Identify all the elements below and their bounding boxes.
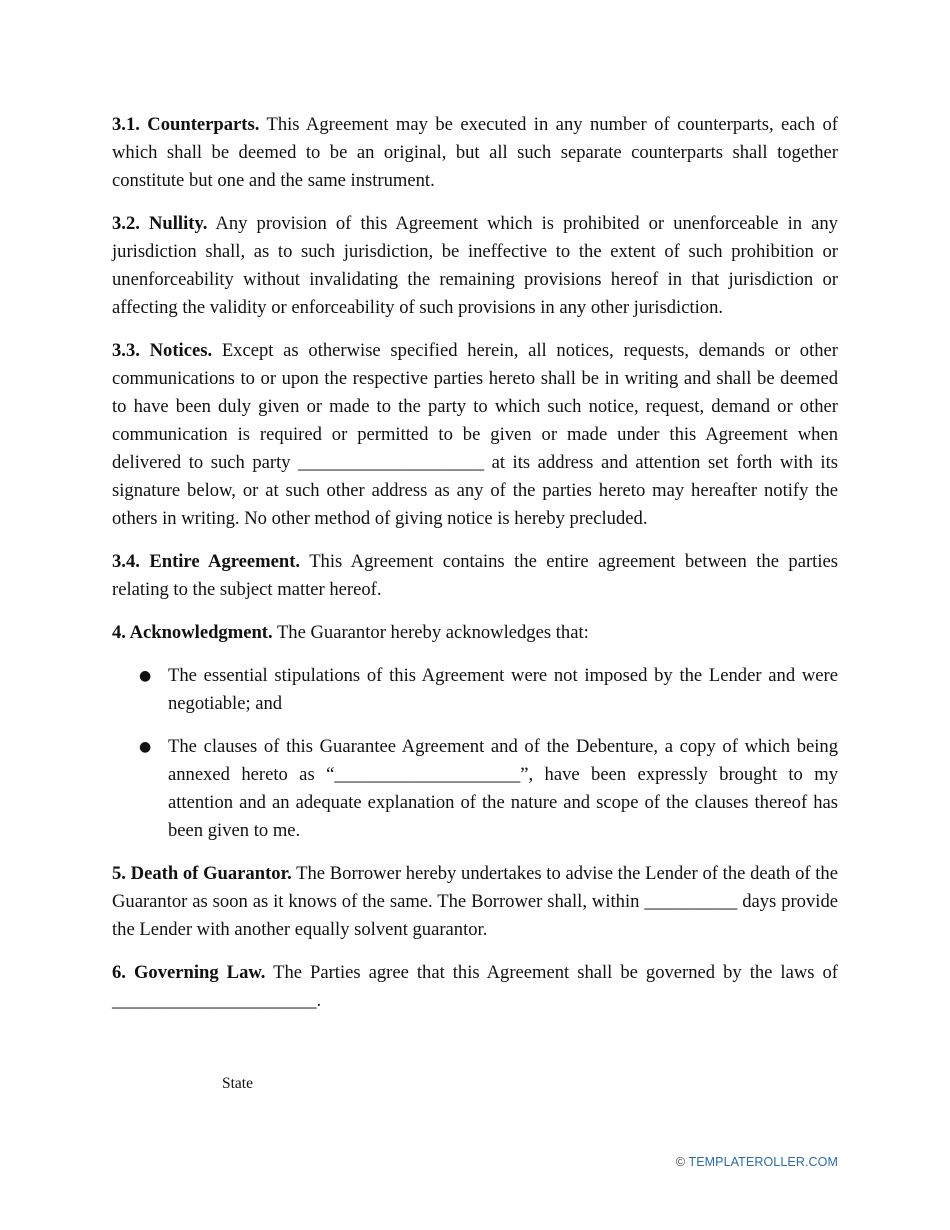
section-4-text: The Guarantor hereby acknowledges that: <box>272 622 589 643</box>
section-3-2 <box>112 210 838 322</box>
footer <box>676 1155 838 1169</box>
list-item <box>112 662 838 718</box>
list-item-text: The clauses of this Guarantee Agreement and of the Debenture, a copy of which being annexed hereto as “____________________”, have been expressly brought to my attention and an adequate explanation of the nature and scope of the clauses thereof has been given to me. <box>168 736 838 841</box>
section-3-3 <box>112 337 838 533</box>
section-3-2-text: Any provision of this Agreement which is prohibited or unenforceable in any jurisdiction shall, as to such jurisdiction, be ineffective to the extent of such prohibition or unenforceability without invalidating the remaining provisions hereof in that jurisdiction or affecting the validity or enforceability of such provisions in any other jurisdiction. <box>112 213 838 318</box>
section-3-4-text: This Agreement contains the entire agreement between the parties relating to the subject matter hereof. <box>112 551 838 600</box>
templateroller-link[interactable]: TEMPLATEROLLER.COM <box>688 1155 838 1169</box>
state-caption: State <box>222 1075 253 1092</box>
section-3-1-heading: 3.1. Counterparts. <box>112 114 260 135</box>
section-6-heading: 6. Governing Law. <box>112 962 266 983</box>
section-6-text: The Parties agree that this Agreement shall be governed by the laws of ______________________. <box>112 962 838 1011</box>
section-3-2-heading: 3.2. Nullity. <box>112 213 208 234</box>
copyright-symbol: © <box>675 1155 689 1169</box>
section-5 <box>112 860 838 944</box>
section-4-heading: 4. Acknowledgment. <box>112 622 273 643</box>
bullet-icon: ● <box>139 739 152 755</box>
section-5-text: The Borrower hereby undertakes to advise the Lender of the death of the Guarantor as soon as it knows of the same. The Borrower shall, within __________ days provide the Lender with another equally solvent guarantor. <box>112 863 838 940</box>
section-3-4-heading: 3.4. Entire Agreement. <box>112 551 301 572</box>
list-item-text: The essential stipulations of this Agreement were not imposed by the Lender and were negotiable; and <box>168 665 838 714</box>
bullet-icon: ● <box>139 668 152 684</box>
section-3-1 <box>112 111 838 195</box>
section-3-3-heading: 3.3. Notices. <box>112 340 213 361</box>
section-5-heading: 5. Death of Guarantor. <box>112 863 292 884</box>
section-6 <box>112 959 838 1015</box>
document-page <box>112 111 838 1092</box>
section-3-1-text: This Agreement may be executed in any number of counterparts, each of which shall be deemed to be an original, but all such separate counterparts shall together constitute but one and the same instrument. <box>112 114 838 191</box>
list-item <box>112 733 838 845</box>
section-3-3-text: Except as otherwise specified herein, all notices, requests, demands or other communications to or upon the respective parties hereto shall be in writing and shall be deemed to have been duly given or made to the party to which such notice, request, demand or other communication is required or permitted to be given or made under this Agreement when delivered to such party ____________________ at its address and attention set forth with its signature below, or at such other address as any of the parties hereto may hereafter notify the others in writing. No other method of giving notice is hereby precluded. <box>112 340 838 529</box>
section-3-4 <box>112 548 838 604</box>
section-4 <box>112 619 838 647</box>
acknowledgment-list <box>112 662 838 845</box>
